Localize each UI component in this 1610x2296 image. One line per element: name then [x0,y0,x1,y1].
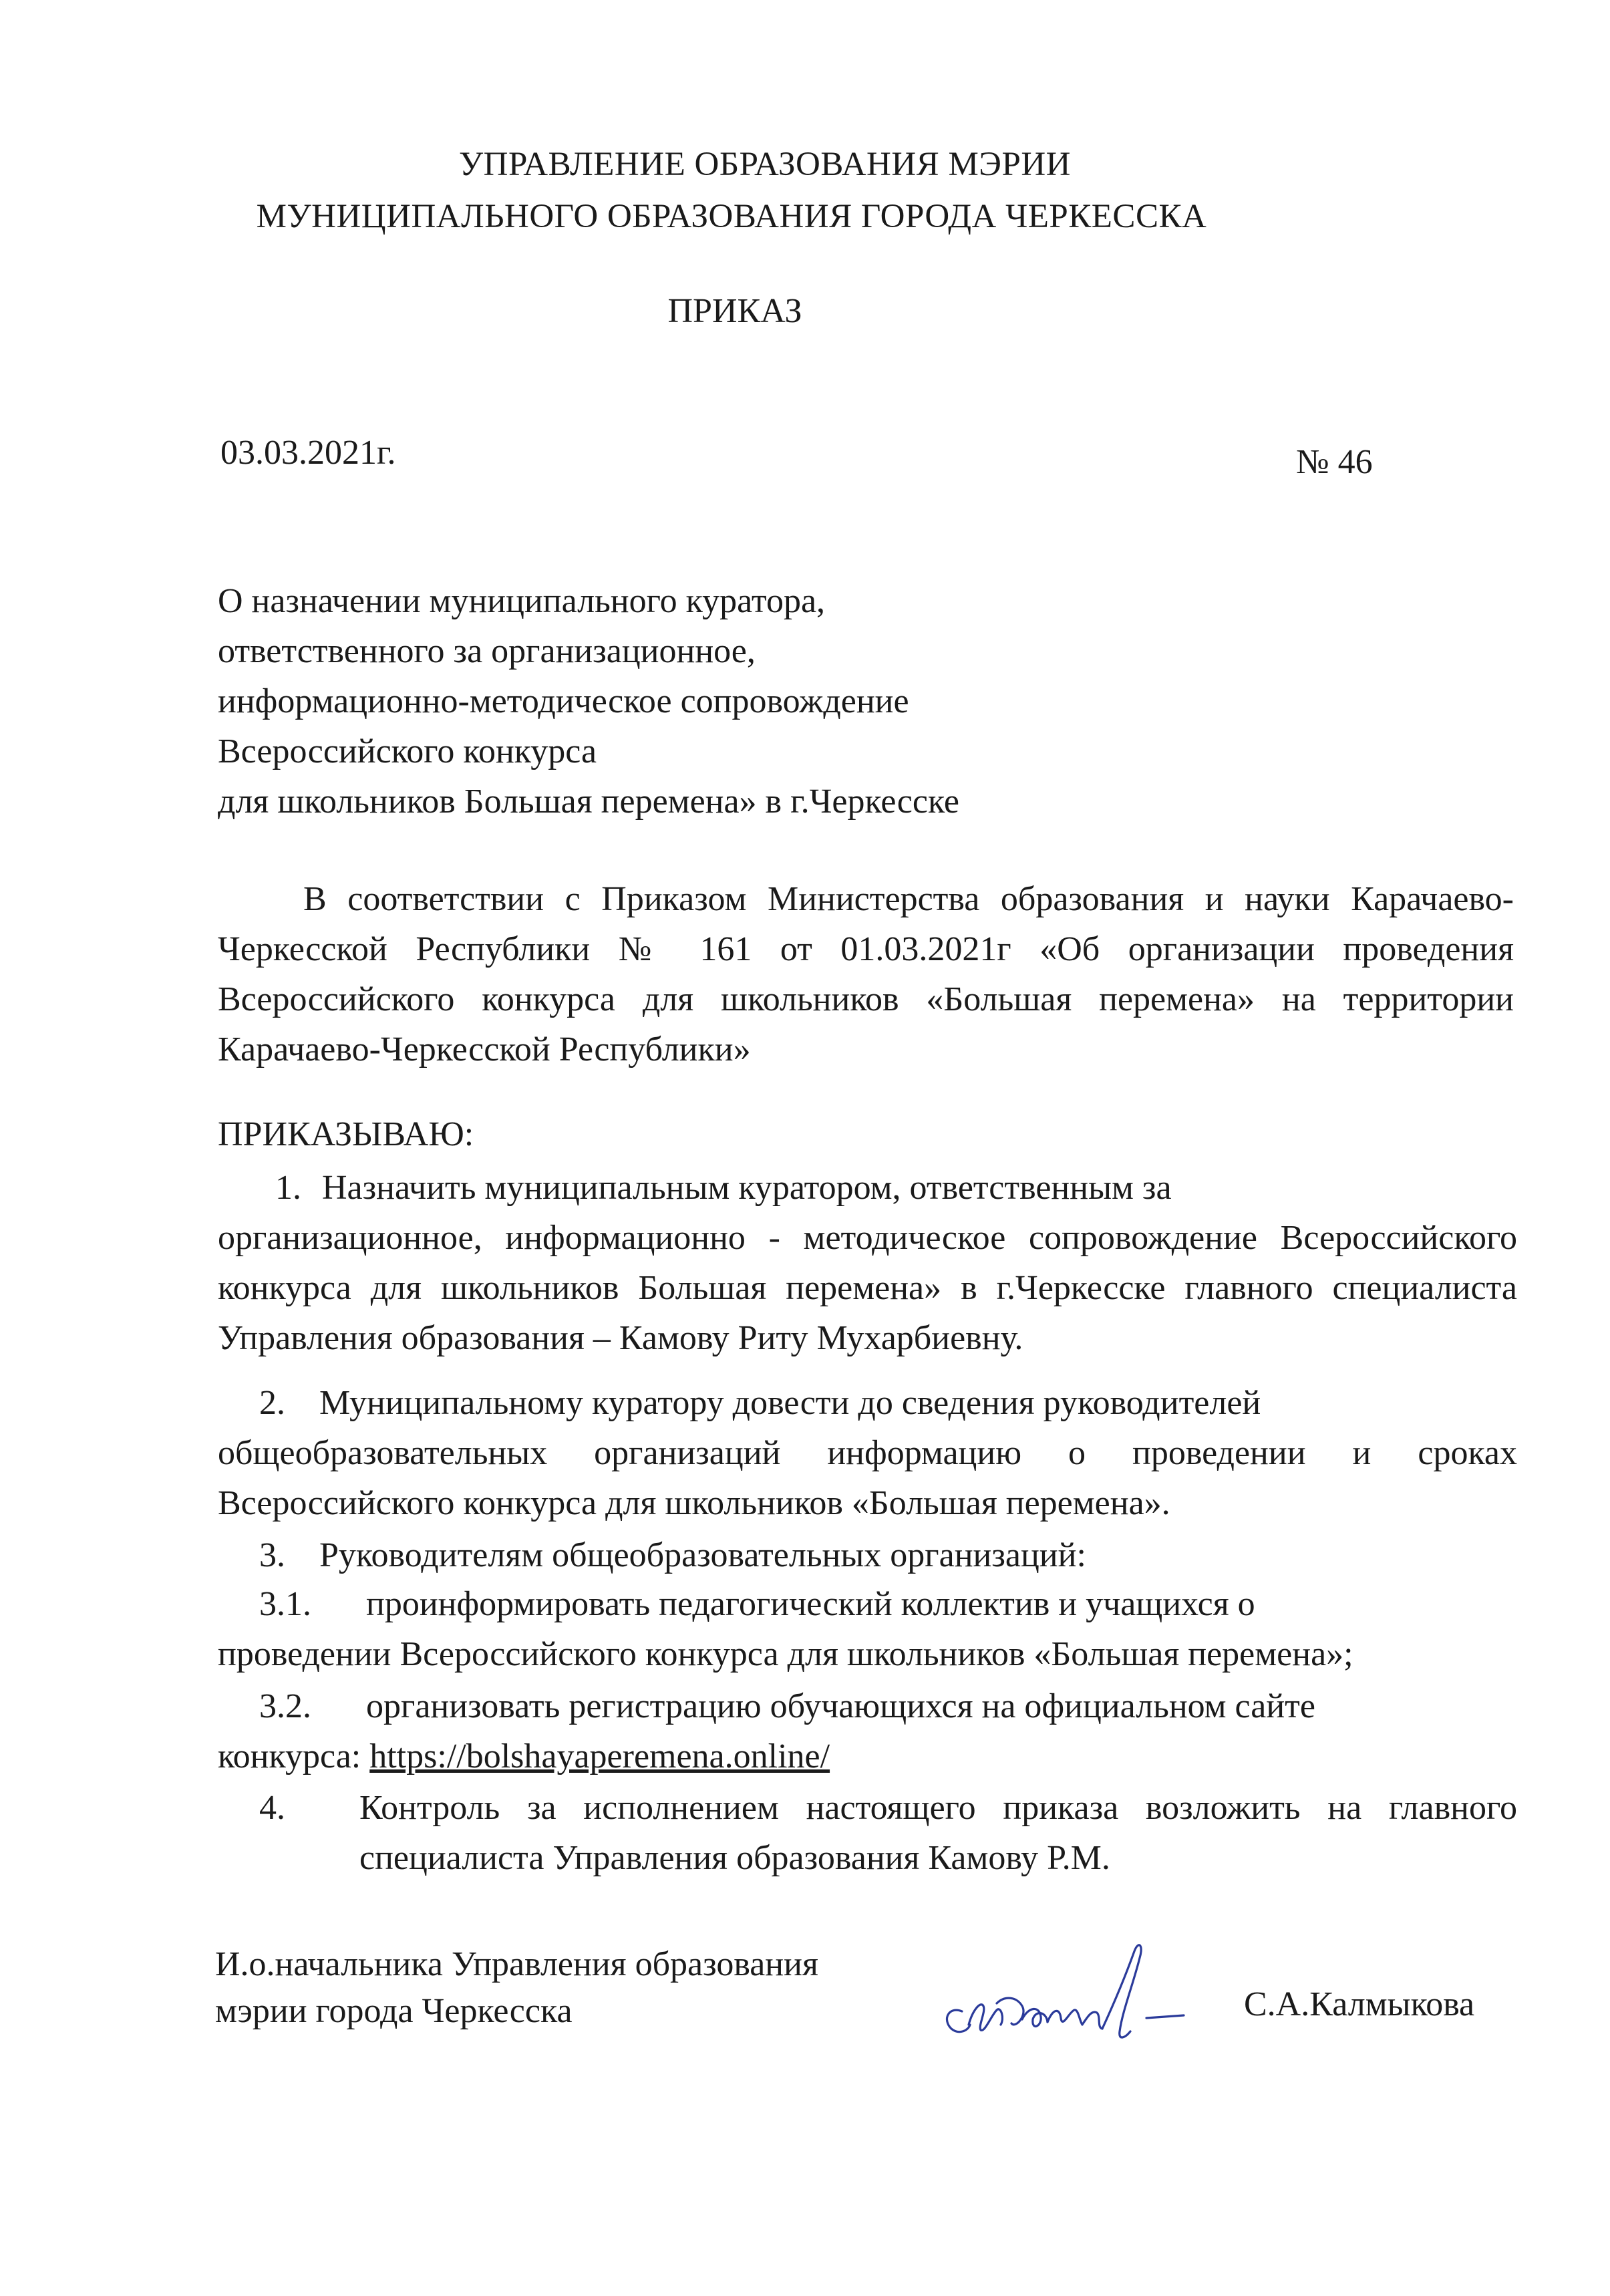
item-number: 3.2. [259,1687,311,1725]
order-subject [218,576,959,827]
item-number: 4. [259,1789,285,1827]
decree-heading: ПРИКАЗЫВАЮ: [218,1115,474,1153]
subject-line: О назначении муниципального куратора, [218,582,826,620]
item-text-line2: специалиста Управления образования Камову Р.М. [359,1839,1110,1877]
item-text-line1: проинформировать педагогический коллектив и учащихся о [366,1585,1255,1623]
decree-item-3-1 [218,1579,1517,1679]
item-number: 3. [259,1536,285,1574]
decree-item-4 [218,1783,1517,1883]
item-text-line1: Назначить муниципальным куратором, ответственным за [322,1169,1172,1207]
item-text-prefix: конкурса: [218,1737,370,1775]
item-number: 3.1. [259,1585,311,1623]
signer-position-line2: мэрии города Черкесска [215,1992,573,2030]
item-number: 2. [259,1384,285,1422]
item-text-rest: проведении Всероссийского конкурса для школьников «Большая перемена»; [218,1635,1353,1673]
subject-line: ответственного за организационное, [218,632,756,670]
item-text-line1: Муниципальному куратору довести до сведения руководителей [319,1384,1261,1422]
signer-position-line1: И.о.начальника Управления образования [215,1945,818,1983]
item-text-line1: Контроль за исполнением настоящего приказа возложить на главного [359,1789,1517,1827]
org-name-line1: УПРАВЛЕНИЕ ОБРАЗОВАНИЯ МЭРИИ [459,146,1071,183]
order-number: № 46 [1296,443,1373,481]
signer-name: С.А.Калмыкова [1244,1985,1475,2023]
subject-line: информационно-методическое сопровождение [218,682,909,720]
item-text-rest: организационное, информационно - методическое сопровождение Всероссийского конкурса для школьников Большая перемена» в г.Черкесске главного специалиста Управления образования – Камову Риту Мухарбиевну. [218,1219,1517,1357]
contest-website-link[interactable]: https://bolshayaperemena.online/ [369,1737,830,1775]
decree-item-2 [218,1378,1517,1528]
item-text: Руководителям общеобразовательных организаций: [319,1536,1086,1574]
preamble-paragraph [218,874,1514,1074]
item-text-rest: общеобразовательных организаций информацию о проведении и сроках Всероссийского конкурса для школьников «Большая перемена». [218,1434,1517,1522]
preamble-text: В соответствии с Приказом Министерства образования и науки Карачаево-Черкесской Республики № 161 от 01.03.2021г «Об организации проведения Всероссийского конкурса для школьников «Большая перемена» на территории Карачаево-Черкесской Республики» [218,880,1514,1068]
decree-item-3-2 [218,1681,1517,1781]
subject-line: для школьников Большая перемена» в г.Черкесске [218,782,960,821]
signer-position [215,1941,818,2035]
handwritten-signature [922,1931,1202,2051]
org-name-line2: МУНИЦИПАЛЬНОГО ОБРАЗОВАНИЯ ГОРОДА ЧЕРКЕССКА [256,198,1207,235]
item-number: 1. [275,1169,301,1207]
decree-item-3 [218,1530,1517,1580]
item-text-line1: организовать регистрацию обучающихся на официальном сайте [366,1687,1315,1725]
subject-line: Всероссийского конкурса [218,732,597,770]
order-title: ПРИКАЗ [667,292,802,330]
decree-item-1 [218,1163,1517,1363]
order-date: 03.03.2021г. [220,434,396,472]
